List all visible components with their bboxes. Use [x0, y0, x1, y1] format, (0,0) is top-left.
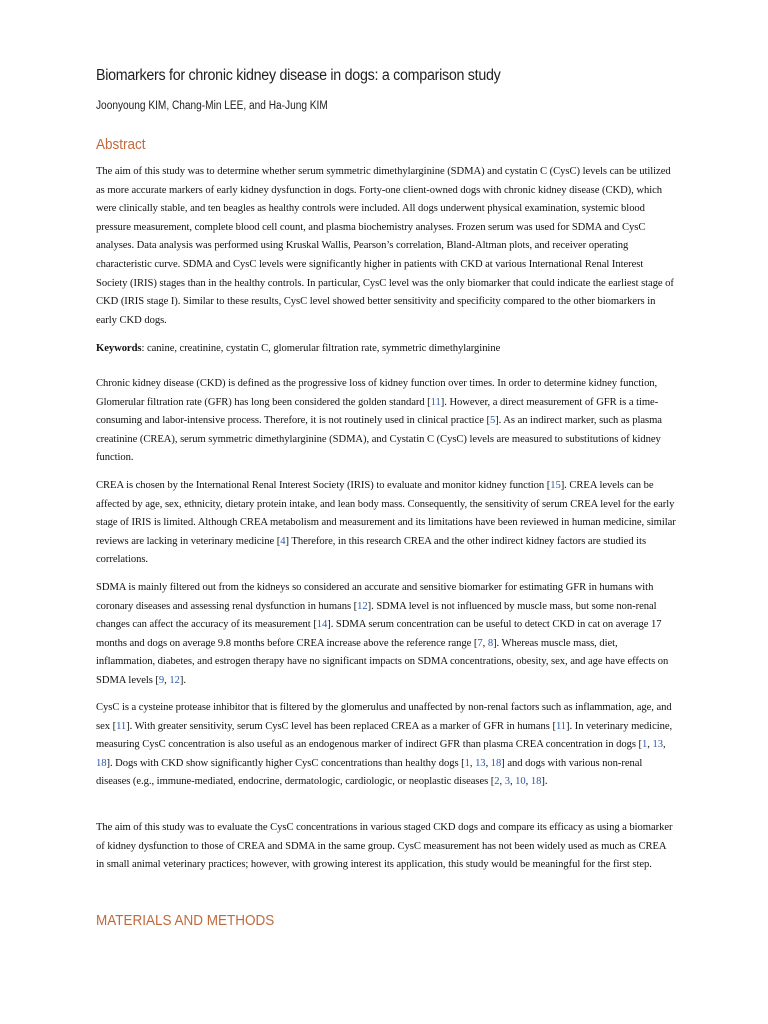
- text-span: ] and dogs with various non-renal diseases (e.g., immune-mediated, endocrine, dermatologic, cardiologic, or neoplastic diseases [: [96, 757, 643, 788]
- keywords-label: Keywords: [96, 343, 142, 354]
- reference-link[interactable]: 12: [357, 600, 368, 612]
- text-span: Chronic kidney disease (CKD) is defined as the progressive loss of kidney function over times. In order to determine kidney function, Glomerular filtration rate (GFR) has long been considered the golden standard [: [96, 378, 658, 408]
- intro-paragraph-2: [96, 477, 676, 570]
- methods-heading: MATERIALS AND METHODS: [96, 912, 275, 929]
- author-list: Joonyoung KIM, Chang-Min LEE, and Ha-Jung KIM: [96, 100, 328, 112]
- text-span: SDMA is mainly filtered out from the kidneys so considered an accurate and sensitive biomarker for estimating GFR in humans with coronary diseases and assessing renal dysfunction in humans [: [96, 582, 654, 612]
- separator: ,: [509, 776, 516, 788]
- text-span: ]. With greater sensitivity, serum CysC level has been replaced CREA as a marker of GFR in humans [: [126, 720, 556, 732]
- separator: ,: [525, 776, 531, 788]
- reference-link[interactable]: 8: [487, 637, 494, 649]
- reference-link[interactable]: 9: [158, 674, 165, 686]
- keywords-text: : canine, creatinine, cystatin C, glomerular filtration rate, symmetric dimethylarginine: [141, 343, 501, 354]
- intro-paragraph-3: [96, 579, 676, 691]
- reference-link[interactable]: 5: [489, 415, 496, 427]
- text-span: ]. CREA levels can be affected by age, sex, ethnicity, dietary protein intake, and lean body mass. Consequently, the sensitivity of serum CREA level for the early stage of IRIS is limited. Although CREA metabolism and measurement and its limitations have been reviewed in human medicine, similar reviews are lacking in veterinary medicine [: [96, 480, 676, 547]
- separator: ,: [499, 776, 505, 788]
- text-span: ]. Whereas muscle mass, diet, inflammation, diabetes, and estrogen therapy have no significant impacts on SDMA concentrations, obesity, sex, and age have effects on SDMA levels [: [96, 637, 669, 686]
- reference-link[interactable]: 15: [550, 480, 561, 491]
- abstract-heading: Abstract: [96, 136, 146, 153]
- reference-link[interactable]: 18: [530, 776, 542, 788]
- reference-link[interactable]: 18: [96, 757, 107, 769]
- reference-link[interactable]: 14: [316, 619, 328, 631]
- separator: ,: [647, 739, 653, 751]
- separator: ,: [469, 757, 476, 769]
- text-span: ] Therefore, in this research CREA and the other indirect kidney factors are studied its correlations.: [96, 535, 647, 566]
- text-span: ]. SDMA level is not influenced by muscle mass, but some non-renal changes can affect the accuracy of its measurement [: [96, 600, 657, 631]
- text-span: ]. In veterinary medicine, measuring CysC concentration is also useful as an endogenous marker of indirect GFR than plasma CREA concentration in dogs [: [96, 720, 673, 751]
- text-span: ]. SDMA serum concentration can be useful to detect CKD in cat on average 17 months and dogs on average 9.8 months before CREA increase above the reference range [: [96, 619, 662, 649]
- keywords: [96, 340, 676, 359]
- reference-link[interactable]: 2: [494, 776, 500, 788]
- text-span: CysC is a cysteine protease inhibitor that is filtered by the glomerulus and unaffected by non-renal factors such as inflammation, age, and sex [: [96, 702, 672, 732]
- reference-link[interactable]: 11: [555, 720, 567, 732]
- reference-link[interactable]: 12: [169, 674, 180, 686]
- intro-paragraph-4: [96, 699, 676, 792]
- separator: ,: [663, 739, 666, 751]
- reference-link[interactable]: 11: [116, 720, 127, 732]
- text-span: ].: [179, 674, 186, 686]
- text-span: ].: [541, 776, 548, 788]
- reference-link[interactable]: 7: [477, 637, 483, 649]
- intro-paragraph-1: [96, 375, 676, 468]
- separator: ,: [164, 674, 170, 686]
- reference-link[interactable]: 13: [475, 757, 486, 769]
- text-span: ]. Dogs with CKD show significantly higher CysC concentrations than healthy dogs [: [106, 757, 465, 769]
- reference-link[interactable]: 18: [490, 757, 502, 769]
- text-span: ]. However, a direct measurement of GFR is a time-consuming and labor-intensive process. Therefore, it is not routinely used in clinical practice [: [96, 396, 659, 427]
- reference-link[interactable]: 11: [430, 396, 441, 408]
- text-span: ]. As an indirect marker, such as plasma creatinine (CREA), serum symmetric dimethylarginine (SDMA), and Cystatin C (CysC) levels are measured to substitutions of kidney function.: [96, 415, 662, 464]
- reference-link[interactable]: 13: [652, 739, 663, 751]
- text-span: CREA is chosen by the International Renal Interest Society (IRIS) to evaluate and monitor kidney function [: [96, 480, 551, 491]
- intro-paragraph-5: The aim of this study was to evaluate the CysC concentrations in various staged CKD dogs and compare its efficacy as using a biomarker of kidney dysfunction to those of CREA and SDMA in the same group. CysC measurement has not been widely used as much as CREA in small animal veterinary practices; however, with growing interest its application, this study would be meaningful for the first step.: [96, 822, 673, 871]
- reference-link[interactable]: 1: [464, 757, 470, 769]
- separator: ,: [482, 637, 488, 649]
- reference-link[interactable]: 3: [504, 776, 510, 788]
- article-title: Biomarkers for chronic kidney disease in dogs: a comparison study: [96, 67, 501, 84]
- reference-link[interactable]: 4: [280, 535, 286, 547]
- separator: ,: [485, 757, 491, 769]
- reference-link[interactable]: 1: [642, 739, 648, 751]
- abstract-text: The aim of this study was to determine whether serum symmetric dimethylarginine (SDMA) and cystatin C (CysC) levels can be utilized as more accurate markers of early kidney dysfunction in dogs. Forty-one client-owned dogs with chronic kidney disease (CKD), which were clinically stable, and ten beagles as healthy controls were included. All dogs underwent physical examination, systemic blood pressure measurement, complete blood cell count, and plasma biochemistry analyses. Frozen serum was used for SDMA and CysC analyses. Data analysis was performed using Kruskal Wallis, Pearson’s correlation, Bland-Altman plots, and receiver operating characteristic curve. SDMA and CysC levels were significantly higher in patients with CKD at various International Renal Interest Society (IRIS) stages than in the healthy controls. In particular, CysC level was the only biomarker that could indicate the earliest stage of CKD (IRIS stage I). Similar to these results, CysC level showed better sensitivity and specificity compared to the other biomarkers in early CKD dogs.: [96, 166, 674, 326]
- reference-link[interactable]: 10: [515, 776, 526, 788]
